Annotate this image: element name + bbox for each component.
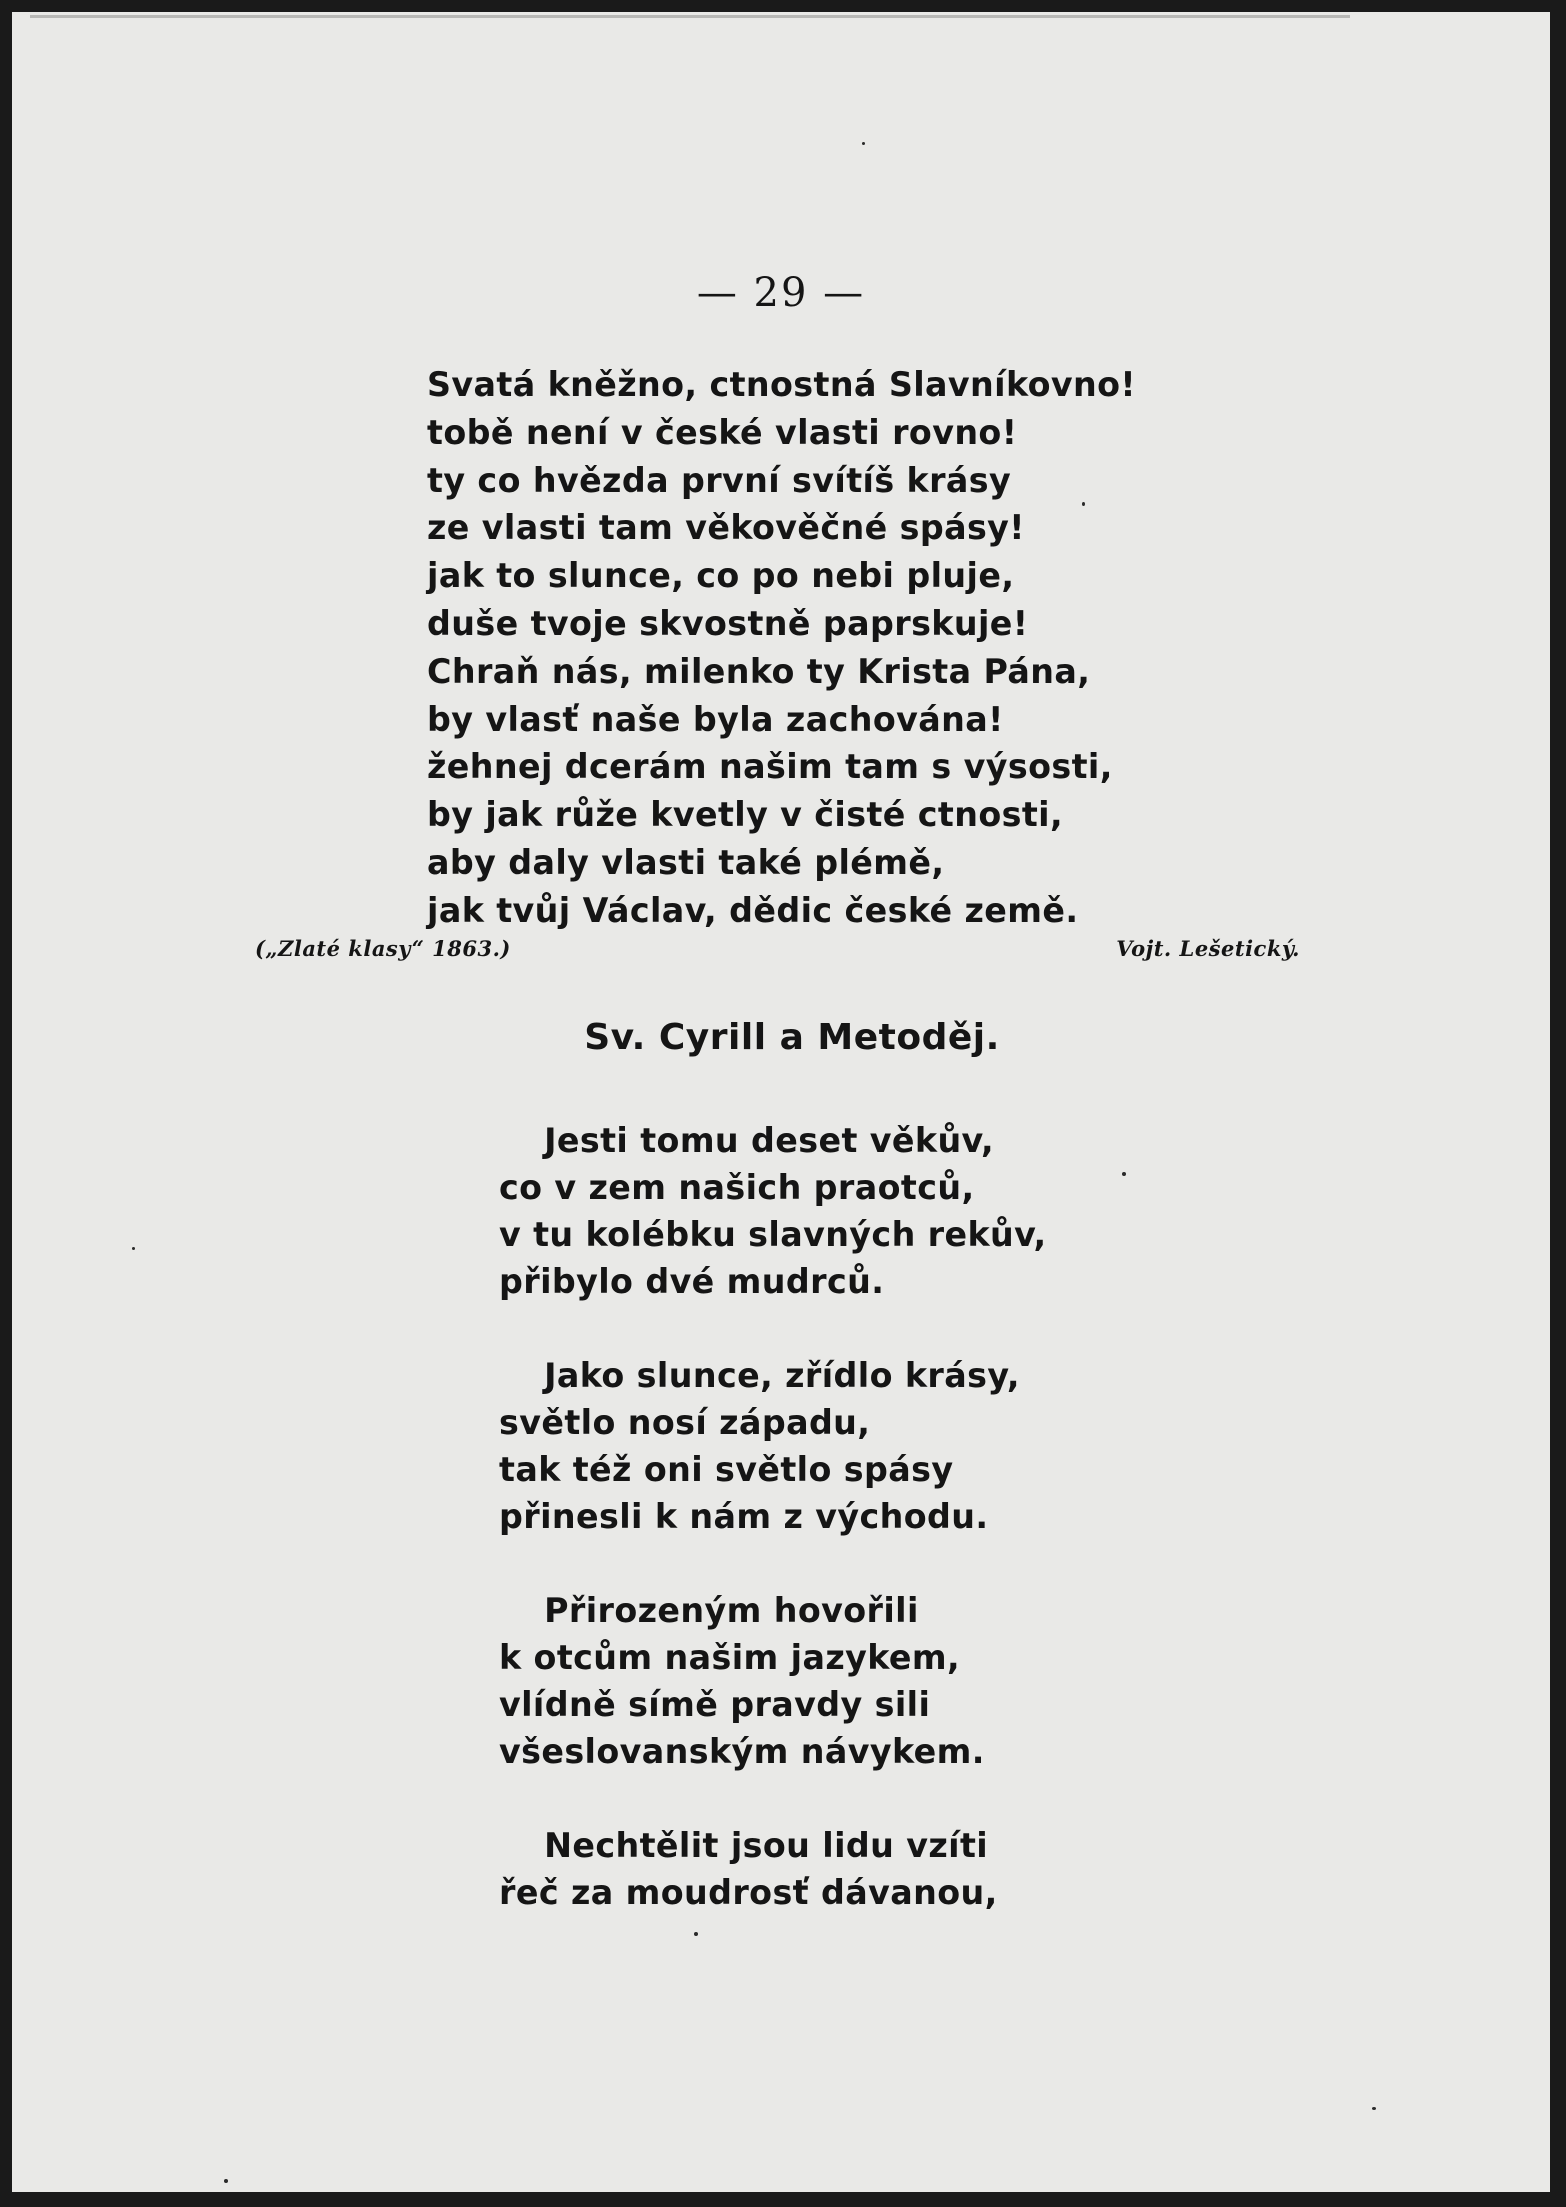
poem-line: Svatá kněžno, ctnostná Slavníkovno!: [427, 365, 1136, 405]
poem-line: k otcům našim jazykem,: [499, 1638, 961, 1678]
page-top-edge: [30, 15, 1350, 18]
print-speck: [132, 1247, 135, 1250]
poem-line: přibylo dvé mudrců.: [499, 1262, 885, 1302]
poem-line: Chraň nás, milenko ty Krista Pána,: [427, 651, 1091, 692]
poem-svata-knezno: [427, 362, 1136, 936]
poem-line: řeč za moudrosť dávanou,: [499, 1873, 998, 1913]
poem-line: by vlasť naše byla zachována!: [427, 699, 1004, 740]
poem-line: přinesli k nám z východu.: [499, 1497, 989, 1537]
book-page: [12, 12, 1550, 2192]
poem-line: duše tvoje skvostně paprskuje!: [427, 603, 1029, 644]
poem-source-citation: („Zlaté klasy“ 1863.): [255, 936, 511, 961]
poem-stanza: [499, 1118, 1047, 1306]
poem-cyrill-metodej: [499, 1118, 1047, 1964]
poem-line: ty co hvězda první svítíš krásy: [427, 460, 1012, 501]
poem-line: žehnej dcerám našim tam s výsosti,: [427, 747, 1113, 788]
poem-line: aby daly vlasti také plémě,: [427, 842, 945, 883]
poem-line: v tu kolébku slavných rekův,: [499, 1215, 1047, 1255]
poem-line: tobě není v české vlasti rovno!: [427, 412, 1018, 453]
poem-stanza: [499, 1588, 1047, 1776]
page-number: — 29 —: [696, 270, 866, 316]
poem-author: Vojt. Lešetický.: [1116, 936, 1300, 961]
poem-line: Přirozeným hovořili: [544, 1591, 919, 1631]
poem-line: ze vlasti tam věkověčné spásy!: [427, 508, 1025, 549]
poem-line: Nechtělit jsou lidu vzíti: [544, 1826, 989, 1866]
poem-line: jak tvůj Václav, dědic české země.: [427, 890, 1079, 931]
poem-line: co v zem našich praotců,: [499, 1168, 975, 1208]
poem-line: všeslovanským návykem.: [499, 1732, 985, 1772]
poem-stanza: [499, 1353, 1047, 1541]
poem-line: tak též oni světlo spásy: [499, 1450, 954, 1490]
print-speck: [1372, 2107, 1376, 2110]
print-speck: [862, 142, 865, 145]
poem-title: Sv. Cyrill a Metoděj.: [584, 1017, 1000, 1058]
poem-line: jak to slunce, co po nebi pluje,: [427, 556, 1015, 597]
poem-line: vlídně símě pravdy sili: [499, 1685, 931, 1725]
print-speck: [1122, 1172, 1126, 1176]
poem-line: Jako slunce, zřídlo krásy,: [544, 1356, 1020, 1396]
poem-line: by jak růže kvetly v čisté ctnosti,: [427, 795, 1064, 836]
poem-stanza: [499, 1823, 1047, 1917]
print-speck: [224, 2179, 228, 2183]
poem-line: Jesti tomu deset věkův,: [544, 1121, 995, 1161]
poem-line: světlo nosí západu,: [499, 1403, 871, 1443]
